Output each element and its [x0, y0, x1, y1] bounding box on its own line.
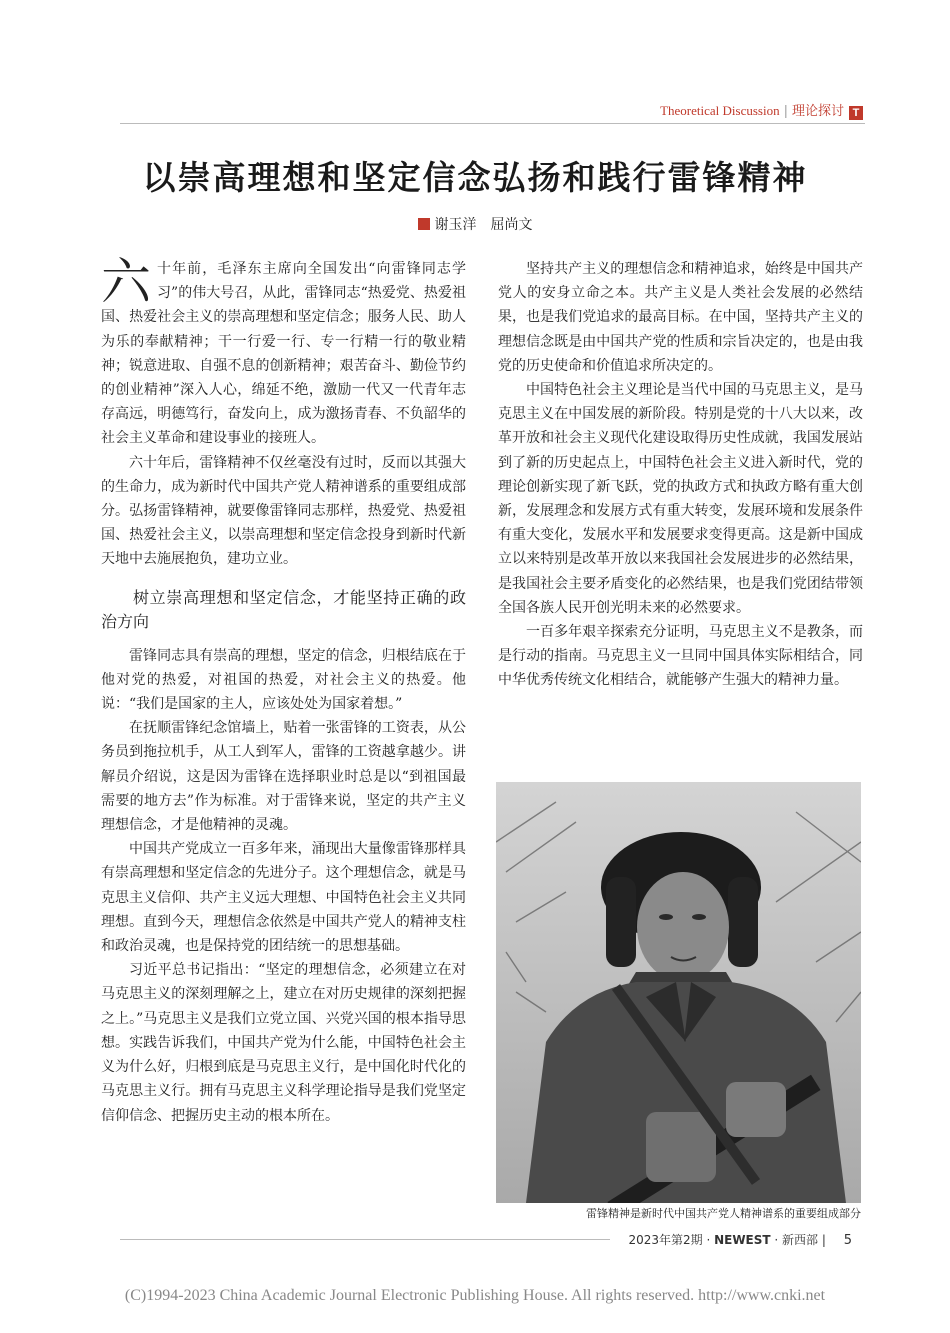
article-authors: [0, 214, 950, 234]
article-title: 以崇高理想和坚定信念弘扬和践行雷锋精神: [142, 158, 808, 197]
lei-feng-photo: [496, 782, 861, 1203]
paragraph-text: 十年前，毛泽东主席向全国发出“向雷锋同志学习”的伟大号召，从此，雷锋同志“热爱党、热爱祖国、热爱社会主义的崇高理想和坚定信念；服务人民、助人为乐的奉献精神；干一行爱一行、专一行精一行的敬业精神；锐意进取、自强不息的创新精神；艰苦奋斗、勤俭节约的创业精神”深入人心，绵延不绝，激励一代又一代青年志存高远，明德笃行，奋发向上，成为激扬青春、不负韶华的社会主义革命和建设事业的接班人。: [101, 261, 466, 447]
author-names: 谢玉洋 屈尚文: [434, 217, 533, 233]
copyright-notice: (C)1994-2023 China Academic Journal Electronic Publishing House. All rights reserved. http://www.cnki.net: [124, 1287, 826, 1304]
paragraph: 雷锋同志具有崇高的理想，坚定的信念，归根结底在于他对党的热爱，对祖国的热爱，对社会主义的热爱。他说：“我们是国家的主人，应该处处为国家着想。”: [101, 647, 466, 713]
section-separator: |: [783, 104, 788, 119]
page-footer: [628, 1231, 852, 1248]
section-name-cn: 理论探讨: [791, 104, 844, 119]
author-marker-icon: [418, 218, 430, 230]
paragraph: [101, 253, 466, 451]
photo-caption: 雷锋精神是新时代中国共产党人精神谱系的重要组成部分: [586, 1207, 861, 1220]
journal-name-cn: · 新西部 |: [770, 1233, 830, 1247]
paragraph: 中国特色社会主义理论是当代中国的马克思主义，是马克思主义在中国发展的新阶段。特别是党的十八大以来，改革开放和社会主义现代化建设取得历史性成就，我国发展站到了新的历史起点上，中国特色社会主义进入新时代，党的理论创新实现了新飞跃，党的执政方式和执政方略有重大创新，发展理念和发展方式有重大转变，发展环境和发展条件有重大变化，发展水平和发展要求变得更高。这是新中国成立以来特别是改革开放以来我国社会发展进步的必然结果，是我国社会主要矛盾变化的必然结果，也是我们党团结带领全国各族人民开创光明未来的必然要求。: [498, 382, 863, 616]
journal-brand: NEWEST: [714, 1233, 771, 1247]
footer-rule: [120, 1239, 610, 1240]
header-rule: [120, 123, 865, 124]
section-badge-icon: T: [849, 106, 863, 120]
paragraph: 中国共产党成立一百多年来，涌现出大量像雷锋那样具有崇高理想和坚定信念的先进分子。这个理想信念，就是马克思主义信仰、共产主义远大理想、中国特色社会主义共同理想。直到今天，理想信念依然是中国共产党人的精神支柱和政治灵魂，也是保持党的团结统一的思想基础。: [101, 841, 466, 955]
paragraph: 六十年后，雷锋精神不仅丝毫没有过时，反而以其强大的生命力，成为新时代中国共产党人精神谱系的重要组成部分。弘扬雷锋精神，就要像雷锋同志那样，热爱党、热爱祖国、热爱社会主义，以崇高理想和坚定信念投身到新时代新天地中去施展抱负，建功立业。: [101, 454, 466, 568]
paragraph: 在抚顺雷锋纪念馆墙上，贴着一张雷锋的工资表，从公务员到拖拉机手，从工人到军人，雷锋的工资越拿越少。讲解员介绍说，这是因为雷锋在选择职业时总是以“到祖国最需要的地方去”作为标准。对于雷锋来说，坚定的共产主义理想信念，才是他精神的灵魂。: [101, 720, 466, 834]
page-number: 5: [843, 1233, 852, 1248]
portrait-illustration: [496, 782, 861, 1203]
issue-label: 2023年第2期 ·: [628, 1233, 715, 1247]
left-column: [101, 253, 466, 1128]
paragraph: 一百多年艰辛探索充分证明，马克思主义不是教条，而是行动的指南。马克思主义一旦同中国具体实际相结合，同中华优秀传统文化相结合，就能够产生强大的精神力量。: [498, 624, 863, 689]
section-subheading: 树立崇高理想和坚定信念，才能坚持正确的政治方向: [101, 587, 466, 631]
drop-cap: 六: [101, 253, 151, 311]
section-name-en: Theoretical Discussion: [660, 103, 780, 118]
section-header: [660, 100, 863, 120]
paragraph: 习近平总书记指出：“坚定的理想信念，必须建立在对马克思主义的深刻理解之上，建立在对历史规律的深刻把握之上。”马克思主义是我们立党立国、兴党兴国的根本指导思想。实践告诉我们，中国共产党为什么能，中国特色社会主义为什么好，归根到底是马克思主义行，是中国化时代化的马克思主义行。拥有马克思主义科学理论指导是我们党坚定信仰信念、把握历史主动的根本所在。: [101, 962, 466, 1124]
paragraph: 坚持共产主义的理想信念和精神追求，始终是中国共产党人的安身立命之本。共产主义是人类社会发展的必然结果，也是我们党追求的最高目标。在中国，坚持共产主义的理想信念既是由中国共产党的性质和宗旨决定的，也是由我党的历史使命和价值追求所决定的。: [498, 261, 863, 374]
right-column: [498, 257, 863, 693]
